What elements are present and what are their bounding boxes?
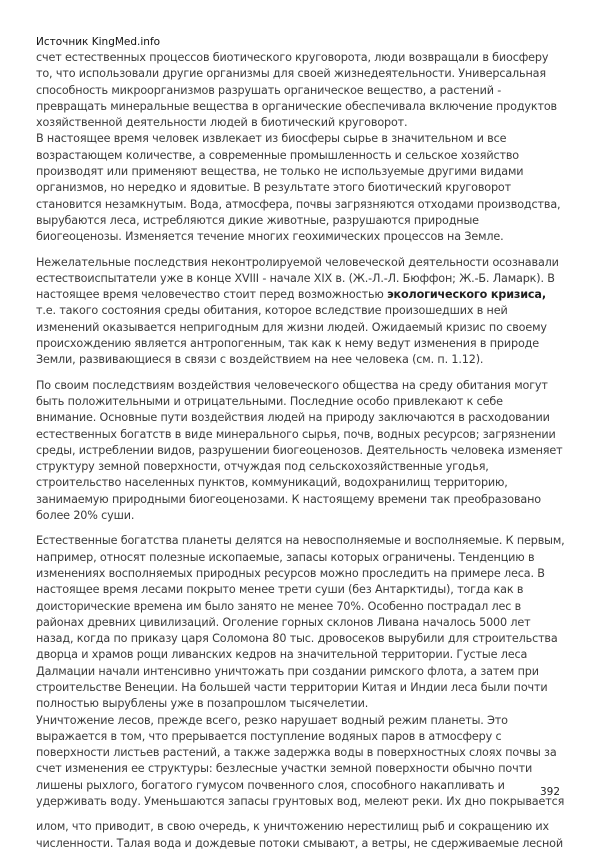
crisis-term-bold: экологического кризиса,	[387, 288, 546, 302]
paragraph-ecological-crisis	[36, 255, 566, 369]
paragraph-deforestation: Уничтожение лесов, прежде всего, резко нарушает водный режим планеты. Это выражается в том, что прерывается поступление водяных паров в атмосферу с поверхности листьев растений, а также задержка воды в поверхностных слоях почвы за счет изменения ее структуры: безлесные участки земной поверхности обычно почти лишены рыхлого, богатого гумусом почвенного слоя, способного накапливать и удерживать воду. Уменьшаются запасы грунтовых вод, мелеют реки. Их дно покрывается	[36, 713, 565, 809]
paragraph-current-extraction: В настоящее время человек извлекает из биосферы сырье в значительном и все возрастающем количестве, а современные промышленность и сельское хозяйство производят или применяют вещества, не только не используемые другими видами организмов, но нередко и ядовитые. В результате этого биотический круговорот становится незамкнутым. Вода, атмосфера, почвы загрязняются отходами производства, вырубаются леса, истребляются дикие животные, разрушаются природные биогеоценозы. Изменяется течение многих геохимических процессов на Земле.	[36, 132, 561, 244]
paragraph-silt: илом, что приводит, в свою очередь, к уничтожению нерестилищ рыб и сокращению их численности. Талая вода и дождевые потоки смывают, а ветры, не сдерживаемые лесной	[36, 820, 563, 850]
crisis-text-before: Нежелательные последствия неконтролируемой человеческой деятельности осознавали естествоиспытатели уже в конце XVIII - начале XIX в. (Ж.-Л.-Л. Бюффон; Ж.-Б. Ламарк). В настоящее время человечество стоит перед возможностью	[36, 255, 559, 302]
crisis-text-after: т.е. такого состояния среды обитания, которое вследствие произошедших в ней изменений оказывается непригодным для жизни людей. Ожидаемый кризис по своему происхождению является антропогенным, так как к нему ведут изменения в природе Земли, развивающиеся в связи с воздействием на нее человека (см. п. 1.12).	[36, 304, 547, 367]
paragraph-biotic-cycle: счет естественных процессов биотического круговорота, люди возвращали в биосферу то, что использовали другие организмы для своей жизнедеятельности. Универсальная способность микроорганизмов разрушать органическое вещество, а растений - превращать минеральные вещества в органические обеспечивала включение продуктов хозяйственной деятельности людей в биотический круговорот.	[36, 51, 557, 130]
document-page	[36, 35, 566, 852]
page-number: 392	[540, 786, 561, 798]
paragraph-consequences: По своим последствиям воздействия человеческого общества на среду обитания могут быть положительными и отрицательными. Последние особо привлекают к себе внимание. Основные пути воздействия людей на природу заключаются в расходовании естественных богатств в виде минерального сырья, почв, водных ресурсов; загрязнении среды, истреблении видов, разрушении биогеоценозов. Деятельность человека изменяет структуру земной поверхности, отчуждая под сельскохозяйственные угодья, строительство населенных пунктов, коммуникаций, водохранилищ территорию, занимаемую природными биогеоценозами. К настоящему времени так преобразовано более 20% суши.	[36, 378, 563, 523]
source-header: Источник KingMed.info	[36, 36, 161, 48]
paragraph-natural-resources: Естественные богатства планеты делятся на невосполняемые и восполняемые. К первым, например, относят полезные ископаемые, запасы которых ограничены. Тенденцию в изменениях восполняемых природных ресурсов можно проследить на примере леса. В настоящее время лесами покрыто менее трети суши (без Антарктиды), тогда как в доисторические времена им было занято не менее 70%. Особенно пострадал лес в районах древних цивилизаций. Оголение горных склонов Ливана началось 5000 лет назад, когда по приказу царя Соломона 80 тыс. дровосеков вырубили для строительства дворца и храмов рощи ливанских кедров на значительной территории. Густые леса Далмации начали интенсивно уничтожать при создании римского флота, а затем при строительстве Венеции. На большей части территории Китая и Индии леса были почти полностью вырублены уже в позапрошлом тысячелетии.	[36, 534, 565, 711]
